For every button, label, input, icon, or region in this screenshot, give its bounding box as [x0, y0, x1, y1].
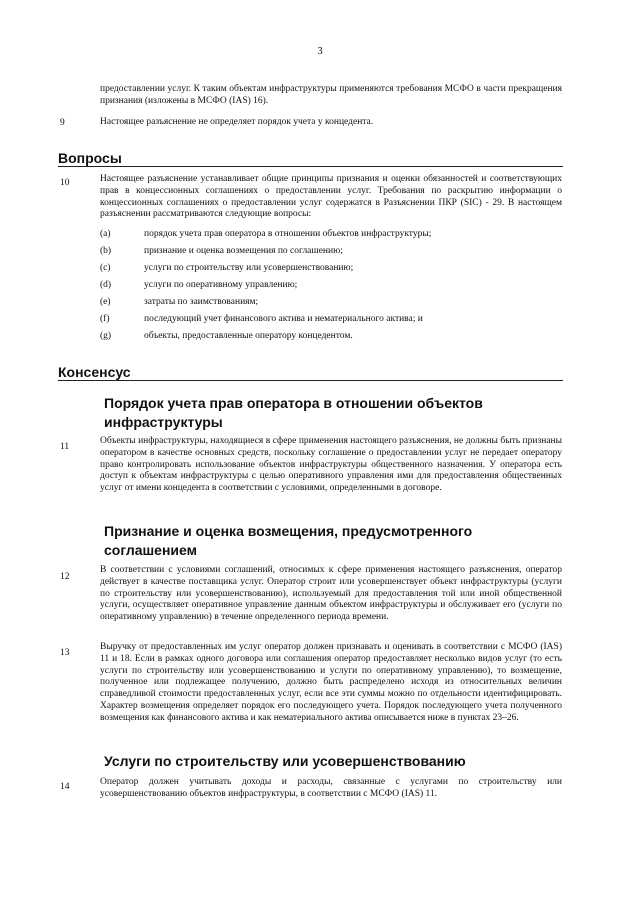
para-11-text: Объекты инфраструктуры, находящиеся в сфере применения настоящего разъяснения, не должны быть признаны оператором в качестве основных средств, поскольку соглашение о предоставлении услуг не передает оператору право контролировать использование объектов инфраструктуры общественного назначения. У оператора есть доступ к объектам инфраструктуры с целью оперативного управления ими для предоставления общественных услуг от имени концедента в соответствии с условиями, определенными в договоре. [100, 436, 562, 494]
list-item-label: (f) [100, 314, 110, 324]
para-11-number: 11 [60, 442, 70, 452]
section-heading-consensus [58, 364, 563, 381]
section-heading-questions [58, 150, 563, 167]
list-item-text: затраты по заимствованиям; [144, 297, 259, 307]
list-item-text: объекты, предоставленные оператору концедентом. [144, 331, 353, 341]
list-item-label: (e) [100, 297, 111, 307]
section-title-consensus: Консенсус [58, 364, 131, 380]
list-item-label: (g) [100, 331, 112, 341]
para-13-text: Выручку от предоставленных им услуг оператор должен признавать и оценивать в соответствии с МСФО (IAS) 11 и 18. Если в рамках одного договора или соглашения оператор предоставляет несколько видов услуг (то есть услуги по строительству или усовершенствованию и услуги по оперативному управлению), то возмещение, полученное или подлежащее получению, должно быть распределено исходя из относительных величин справедливой стоимости предоставленных услуг, если все эти суммы можно по отдельности идентифицировать. Характер возмещения определяет порядок его последующего учета. Порядок последующего учета полученного возмещения как финансового актива и как нематериального актива описывается ниже в пунктах 23–26. [100, 642, 562, 723]
para-9-number: 9 [60, 118, 65, 128]
list-item-text: признание и оценка возмещения по соглашению; [144, 246, 343, 256]
page-number: 3 [317, 46, 323, 57]
para-12-number: 12 [60, 572, 70, 582]
para-14-text: Оператор должен учитывать доходы и расходы, связанные с услугами по строительству или усовершенствованию объектов инфраструктуры, в соответствии с МСФО (IAS) 11. [100, 777, 562, 799]
para-13-number: 13 [60, 648, 70, 658]
section-title-questions: Вопросы [58, 150, 122, 166]
subheading-consideration: Признание и оценка возмещения, предусмотренного соглашением [104, 523, 473, 558]
list-item-text: услуги по оперативному управлению; [144, 280, 298, 290]
para-9-text: Настоящее разъяснение не определяет порядок учета у концедента. [100, 117, 374, 127]
para-12-text: В соответствии с условиями соглашений, относимых к сфере применения настоящего разъяснения, оператор действует в качестве поставщика услуг. Оператор строит или усовершенствует объект инфраструктуры (услуги по строительству или усовершенствованию), используемый для предоставления той или иной общественной услуги, осуществляет оперативное управление данным объектом инфраструктуры и обслуживает его (услуги по оперативному управлению) в течение определенного периода времени. [100, 565, 562, 623]
list-item-label: (b) [100, 246, 112, 256]
para-10-number: 10 [60, 178, 70, 188]
subheading-construction-services: Услуги по строительству или усовершенствованию [104, 753, 466, 769]
list-item-text: последующий учет финансового актива и нематериального актива; и [144, 314, 423, 324]
para-10-text: Настоящее разъяснение устанавливает общие принципы признания и оценки обязанностей и соответствующих прав в концессионных соглашениях о предоставлении услуг. Требования по раскрытию информации о концессионных соглашениях о предоставлении услуг содержатся в Разъяснении ПКР (SIC) - 29. В настоящем разъяснении рассматриваются следующие вопросы: [100, 174, 562, 220]
list-item-label: (c) [100, 263, 111, 273]
para-14-number: 14 [60, 782, 70, 792]
list-item-text: услуги по строительству или усовершенствованию; [144, 263, 354, 273]
intro-continuation: предоставлении услуг. К таким объектам инфраструктуры применяются требования МСФО в части прекращения признания (изложены в МСФО (IAS) 16). [100, 84, 562, 106]
list-item-text: порядок учета прав оператора в отношении объектов инфраструктуры; [144, 229, 432, 239]
list-item-label: (d) [100, 280, 112, 290]
list-item-label: (a) [100, 229, 111, 239]
subheading-operator-rights: Порядок учета прав оператора в отношении объектов инфраструктуры [104, 395, 483, 430]
